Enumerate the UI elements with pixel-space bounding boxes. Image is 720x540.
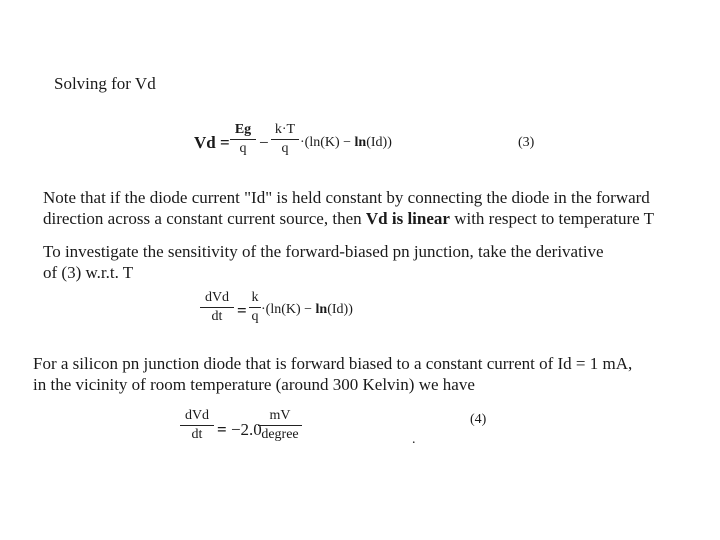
para2-line1: To investigate the sensitivity of the forward-biased pn junction, take the derivative: [43, 242, 604, 261]
para2-line2: of (3) w.r.t. T: [43, 263, 134, 282]
eq4-coef: −2.0: [230, 420, 262, 439]
eq4-lhs-frac: [180, 408, 214, 443]
para1-line1: Note that if the diode current "Id" is held constant by connecting the diode in the forward: [43, 188, 650, 207]
eq3-number: (3): [518, 135, 535, 150]
eq4-rhs-frac: [258, 408, 302, 443]
eqd-lhs-frac: [200, 290, 234, 325]
eq4-lhs-num: dVd: [184, 408, 210, 423]
eq3-frac1-num: Eg: [234, 122, 252, 137]
eq3-tail: [300, 135, 392, 151]
eqd-tail-pre: ·(ln(K) −: [261, 302, 316, 317]
para1-line2-bold: Vd is linear: [365, 209, 450, 228]
eq3-frac2-num: k·T: [274, 122, 296, 137]
eqd-tail: [261, 302, 353, 318]
eq3-tail-ln: ln: [354, 135, 367, 150]
eq4-equals: =: [217, 420, 227, 439]
para3-line1: For a silicon pn junction diode that is forward biased to a constant current of Id = 1 mA,: [33, 354, 633, 373]
eqd-equals: =: [237, 301, 247, 320]
eq3-lhs: [194, 132, 230, 154]
eq3-equals: =: [219, 133, 230, 152]
eq3-frac2-den: q: [281, 141, 289, 156]
eq4-number: (4): [470, 412, 487, 427]
eq3-minus: −: [259, 133, 269, 152]
eqd-tail-ln: ln: [315, 302, 328, 317]
eqd-rhs-den: q: [251, 309, 259, 324]
heading-solving-for-vd: Solving for Vd: [54, 74, 156, 93]
eq4-trailing-dot: .: [412, 432, 416, 447]
eq3-frac-kt-q: [271, 122, 299, 157]
para1-line2: [43, 208, 654, 230]
eq3-frac-eg-q: [230, 122, 256, 157]
eq3-tail-pre: ·(ln(K) −: [300, 135, 355, 150]
eqd-tail-post: (Id)): [327, 302, 353, 317]
eqd-lhs-den: dt: [211, 309, 223, 324]
eqd-rhs-num: k: [251, 290, 259, 305]
eq3-frac1-den: q: [239, 141, 247, 156]
eqd-lhs-num: dVd: [204, 290, 230, 305]
para3-line2: in the vicinity of room temperature (around 300 Kelvin) we have: [33, 375, 475, 394]
eq3-lhs-text: Vd: [194, 133, 216, 152]
eq4-rhs-den: degree: [261, 427, 299, 442]
eq3-tail-post: (Id)): [366, 135, 392, 150]
eq4-rhs-num: mV: [269, 408, 291, 423]
eq4-lhs-den: dt: [191, 427, 203, 442]
eq4-equals-coef: [217, 419, 262, 441]
para1-line2-pre: direction across a constant current source, then: [43, 209, 366, 228]
eqd-rhs-frac: [249, 290, 261, 325]
para1-line2-post: with respect to temperature T: [449, 209, 655, 228]
